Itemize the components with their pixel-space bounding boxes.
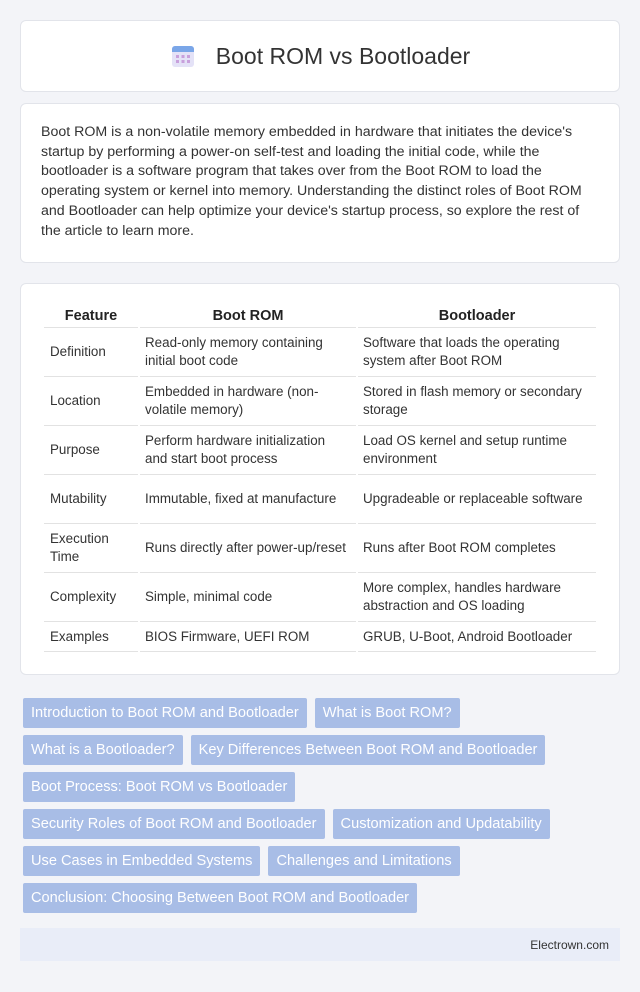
table-row xyxy=(44,475,596,524)
feature-cell: Purpose xyxy=(44,426,138,475)
table-row xyxy=(44,426,596,475)
table-cell: Software that loads the operating system after Boot ROM xyxy=(358,328,596,377)
tag-conclusion[interactable]: Conclusion: Choosing Between Boot ROM and Bootloader xyxy=(23,883,417,913)
footer xyxy=(20,928,620,961)
table-cell: Immutable, fixed at manufacture xyxy=(140,475,356,524)
table-cell: Runs directly after power-up/reset xyxy=(140,524,356,573)
tag-challenges[interactable]: Challenges and Limitations xyxy=(268,846,459,876)
table-cell: More complex, handles hardware abstraction and OS loading xyxy=(358,573,596,622)
table-row xyxy=(44,328,596,377)
feature-cell: Execution Time xyxy=(44,524,138,573)
table-cell: GRUB, U-Boot, Android Bootloader xyxy=(358,622,596,652)
feature-cell: Mutability xyxy=(44,475,138,524)
feature-cell: Complexity xyxy=(44,573,138,622)
table-cell: Perform hardware initialization and start boot process xyxy=(140,426,356,475)
table-cell: BIOS Firmware, UEFI ROM xyxy=(140,622,356,652)
column-header: Bootloader xyxy=(358,304,596,328)
table-row xyxy=(44,622,596,652)
column-header: Feature xyxy=(44,304,138,328)
tag-boot-process[interactable]: Boot Process: Boot ROM vs Bootloader xyxy=(23,772,295,802)
header-card xyxy=(20,20,620,92)
table-cell: Embedded in hardware (non-volatile memory) xyxy=(140,377,356,426)
table-row xyxy=(44,377,596,426)
table-cell: Simple, minimal code xyxy=(140,573,356,622)
table-cell: Stored in flash memory or secondary storage xyxy=(358,377,596,426)
topic-tags xyxy=(20,698,620,920)
table-cell: Runs after Boot ROM completes xyxy=(358,524,596,573)
calendar-icon xyxy=(170,43,196,69)
page-title: Boot ROM vs Bootloader xyxy=(215,42,471,69)
tag-key-differences[interactable]: Key Differences Between Boot ROM and Bootloader xyxy=(191,735,546,765)
comparison-card xyxy=(20,283,620,675)
tag-security-roles[interactable]: Security Roles of Boot ROM and Bootloader xyxy=(23,809,325,839)
table-cell: Upgradeable or replaceable software xyxy=(358,475,596,524)
feature-cell: Examples xyxy=(44,622,138,652)
intro-text: Boot ROM is a non-volatile memory embedded in hardware that initiates the device's startup by performing a power-on self-test and loading the initial code, while the bootloader is a software program that takes over from the Boot ROM to load the operating system or kernel into memory. Understanding the distinct roles of Boot ROM and Bootloader can help optimize your device's startup process, so explore the rest of the article to learn more. xyxy=(41,124,582,239)
intro-card xyxy=(20,103,620,263)
tag-introduction[interactable]: Introduction to Boot ROM and Bootloader xyxy=(23,698,307,728)
tag-customization[interactable]: Customization and Updatability xyxy=(333,809,550,839)
tag-what-is-boot-rom[interactable]: What is Boot ROM? xyxy=(315,698,460,728)
table-row xyxy=(44,524,596,573)
tag-use-cases[interactable]: Use Cases in Embedded Systems xyxy=(23,846,260,876)
table-cell: Read-only memory containing initial boot code xyxy=(140,328,356,377)
footer-site-name[interactable]: Electrown.com xyxy=(530,937,609,952)
table-row xyxy=(44,573,596,622)
tag-what-is-bootloader[interactable]: What is a Bootloader? xyxy=(23,735,183,765)
feature-cell: Location xyxy=(44,377,138,426)
table-cell: Load OS kernel and setup runtime environment xyxy=(358,426,596,475)
comparison-table xyxy=(42,304,598,652)
feature-cell: Definition xyxy=(44,328,138,377)
column-header: Boot ROM xyxy=(140,304,356,328)
